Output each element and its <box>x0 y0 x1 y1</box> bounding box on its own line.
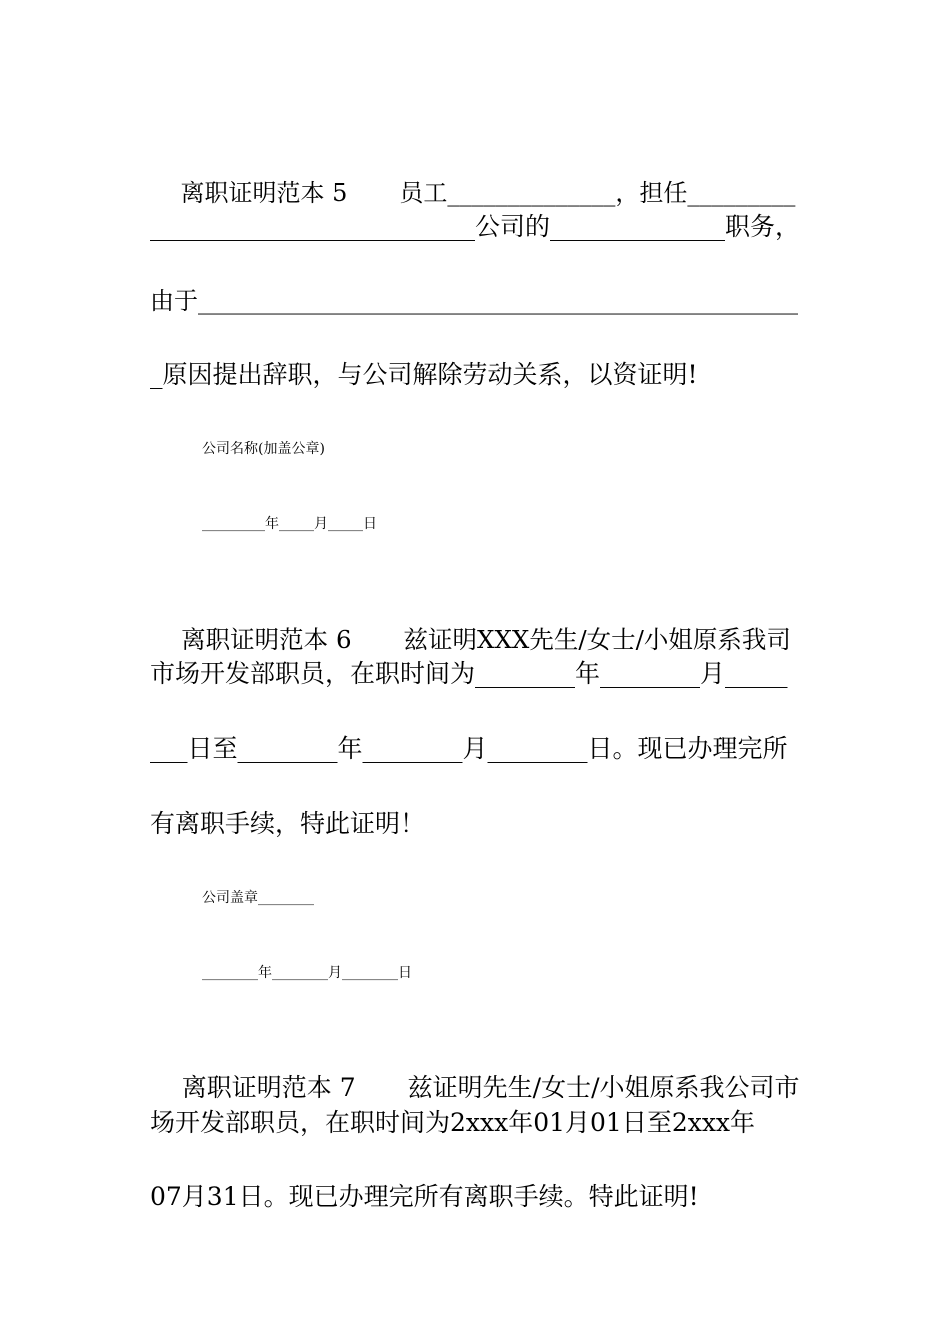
sample7-first-line <box>150 1028 802 1102</box>
sample6-body-line-3: ___日至________年________月________日。现已办理完所 <box>150 734 788 763</box>
sample7-body-line-3: 07月31日。现已办理完所有离职手续。特此证明! <box>150 1182 699 1211</box>
sample6-company-seal: 公司盖章________ <box>202 890 314 906</box>
sample5-date: _________年_____月_____日 <box>202 516 377 532</box>
sample5-heading: 离职证明范本 5 <box>180 179 348 207</box>
sample5-body-line-3: 由于__________________________________________________ <box>150 287 798 315</box>
sample7-heading: 离职证明范本 7 <box>181 1073 356 1102</box>
sample6-body-line-2: 市场开发部职员，在职时间为________年________月_____ <box>150 659 788 688</box>
sample7-body-line-1: 兹证明先生/女士/小姐原系我公司市 <box>407 1073 800 1102</box>
sample6-body-line-4: 有离职手续，特此证明！ <box>150 809 426 838</box>
sample5-body-line-1: 员工______________，担任_________ <box>399 179 796 207</box>
sample6-body-line-1: 兹证明XXX先生/女士/小姐原系我司 <box>403 625 791 654</box>
sample5-body-line-4: _原因提出辞职，与公司解除劳动关系，以资证明! <box>150 360 698 389</box>
sample6-heading: 离职证明范本 6 <box>181 625 352 654</box>
sample5-company-seal: 公司名称(加盖公章) <box>202 441 325 457</box>
sample6-first-line <box>150 580 802 654</box>
sample6-date: ________年________月________日 <box>202 965 412 981</box>
sample5-body-line-2: __________________________公司的______________职务， <box>150 212 801 241</box>
sample7-body-line-2: 场开发部职员，在职时间为2xxx年01月01日至2xxx年 <box>150 1108 756 1137</box>
sample5-first-line <box>150 133 802 207</box>
